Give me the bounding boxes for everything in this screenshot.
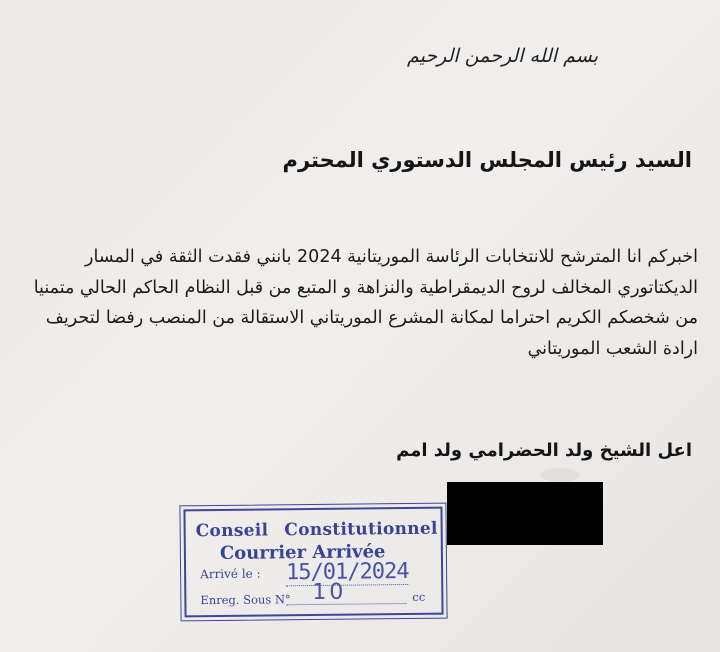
body-line: ارادة الشعب الموريتاني [527, 338, 698, 359]
signature-name: اعل الشيخ ولد الحضرامي ولد امم [396, 440, 692, 461]
stamp-handwritten-number: 10 [312, 579, 347, 606]
letter-body [8, 242, 698, 364]
paper-smudge [540, 468, 580, 482]
stamp-institution [195, 518, 438, 542]
salutation: السيد رئيس المجلس الدستوري المحترم [282, 148, 692, 172]
body-line: اخبركم انا المترشح للانتخابات الرئاسة الموريتانية 2024 بانني فقدت الثقة في المسار [85, 247, 698, 267]
stamp-arrive-label: Arrivé le : [200, 566, 261, 582]
stamp-cc-label: cc [412, 589, 426, 604]
stamp-enreg-label: Enreg. Sous N° [200, 592, 291, 608]
stamp-number-line [286, 603, 406, 605]
stamp-handwritten-date: 15/01/2024 [285, 559, 409, 586]
body-line: من شخصكم الكريم احتراما لمكانة المشرع الموريتاني الاستقالة من المنصب رفضا لتحريف [45, 308, 698, 328]
redaction-box [447, 482, 603, 545]
body-line: الديكتاتوري المخالف لروح الديمقراطية والنزاهة و المتبع من قبل النظام الحاكم الحالي متمنيا [33, 277, 698, 298]
basmala-heading: بسم الله الرحمن الرحيم [407, 45, 598, 67]
stamp-word-conseil: Conseil [195, 520, 269, 542]
reception-stamp [183, 507, 443, 618]
stamp-title: Courrier Arrivée [219, 541, 386, 564]
stamp-word-constitutionnel: Constitutionnel [284, 518, 438, 541]
